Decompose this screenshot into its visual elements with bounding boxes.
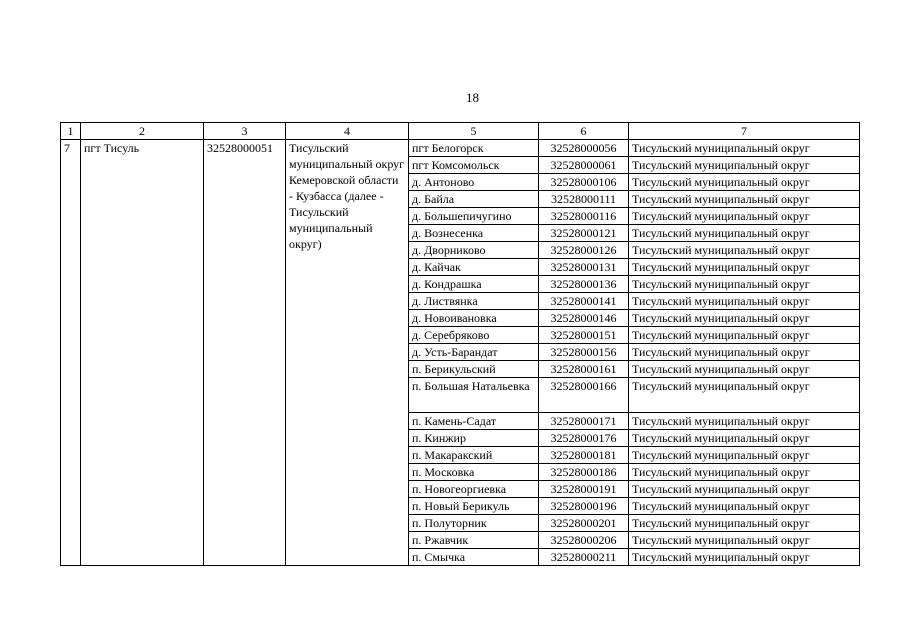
locality-code-cell: 32528000176 bbox=[539, 430, 629, 447]
locality-okrug-cell: Тисульский муниципальный округ bbox=[629, 225, 860, 242]
district-cell: Тисульский муниципальный округ Кемеровской области - Кузбасса (далее - Тисульский муниципальный округ) bbox=[286, 140, 409, 566]
locality-code-cell: 32528000131 bbox=[539, 259, 629, 276]
locality-name-cell: п. Большая Натальевка bbox=[409, 378, 539, 413]
locality-name-cell: д. Кайчак bbox=[409, 259, 539, 276]
locality-name-cell: п. Камень-Садат bbox=[409, 413, 539, 430]
locality-name-cell: пгт Комсомольск bbox=[409, 157, 539, 174]
locality-code-cell: 32528000211 bbox=[539, 549, 629, 566]
locality-code-cell: 32528000196 bbox=[539, 498, 629, 515]
locality-code-cell: 32528000111 bbox=[539, 191, 629, 208]
locality-code-cell: 32528000061 bbox=[539, 157, 629, 174]
locality-code-cell: 32528000171 bbox=[539, 413, 629, 430]
column-header: 7 bbox=[629, 123, 860, 140]
locality-name-cell: п. Полуторник bbox=[409, 515, 539, 532]
locality-name-cell: д. Байла bbox=[409, 191, 539, 208]
settlements-table bbox=[60, 122, 860, 566]
locality-okrug-cell: Тисульский муниципальный округ bbox=[629, 191, 860, 208]
column-header: 3 bbox=[204, 123, 286, 140]
locality-name-cell: д. Листвянка bbox=[409, 293, 539, 310]
locality-code-cell: 32528000141 bbox=[539, 293, 629, 310]
locality-okrug-cell: Тисульский муниципальный округ bbox=[629, 413, 860, 430]
locality-code-cell: 32528000201 bbox=[539, 515, 629, 532]
locality-code-cell: 32528000181 bbox=[539, 447, 629, 464]
column-header: 1 bbox=[61, 123, 81, 140]
code-cell: 32528000051 bbox=[204, 140, 286, 566]
settlement-cell: пгт Тисуль bbox=[81, 140, 204, 566]
page-number: 18 bbox=[466, 90, 479, 105]
locality-okrug-cell: Тисульский муниципальный округ bbox=[629, 310, 860, 327]
locality-name-cell: д. Кондрашка bbox=[409, 276, 539, 293]
column-header: 6 bbox=[539, 123, 629, 140]
column-header: 2 bbox=[81, 123, 204, 140]
locality-okrug-cell: Тисульский муниципальный округ bbox=[629, 140, 860, 157]
locality-code-cell: 32528000186 bbox=[539, 464, 629, 481]
locality-code-cell: 32528000136 bbox=[539, 276, 629, 293]
locality-code-cell: 32528000151 bbox=[539, 327, 629, 344]
locality-name-cell: п. Макаракский bbox=[409, 447, 539, 464]
locality-okrug-cell: Тисульский муниципальный округ bbox=[629, 174, 860, 191]
locality-name-cell: д. Дворниково bbox=[409, 242, 539, 259]
locality-okrug-cell: Тисульский муниципальный округ bbox=[629, 361, 860, 378]
locality-okrug-cell: Тисульский муниципальный округ bbox=[629, 447, 860, 464]
locality-name-cell: п. Ржавчик bbox=[409, 532, 539, 549]
locality-okrug-cell: Тисульский муниципальный округ bbox=[629, 430, 860, 447]
locality-code-cell: 32528000121 bbox=[539, 225, 629, 242]
locality-name-cell: пгт Белогорск bbox=[409, 140, 539, 157]
locality-name-cell: п. Новый Берикуль bbox=[409, 498, 539, 515]
locality-code-cell: 32528000156 bbox=[539, 344, 629, 361]
locality-code-cell: 32528000106 bbox=[539, 174, 629, 191]
locality-name-cell: д. Серебряково bbox=[409, 327, 539, 344]
locality-okrug-cell: Тисульский муниципальный округ bbox=[629, 378, 860, 413]
locality-okrug-cell: Тисульский муниципальный округ bbox=[629, 259, 860, 276]
locality-okrug-cell: Тисульский муниципальный округ bbox=[629, 208, 860, 225]
table-header-row bbox=[61, 123, 860, 140]
locality-code-cell: 32528000146 bbox=[539, 310, 629, 327]
column-header: 4 bbox=[286, 123, 409, 140]
row-number-cell: 7 bbox=[61, 140, 81, 566]
locality-okrug-cell: Тисульский муниципальный округ bbox=[629, 157, 860, 174]
locality-okrug-cell: Тисульский муниципальный округ bbox=[629, 549, 860, 566]
locality-name-cell: п. Кинжир bbox=[409, 430, 539, 447]
locality-code-cell: 32528000166 bbox=[539, 378, 629, 413]
locality-name-cell: п. Новогеоргиевка bbox=[409, 481, 539, 498]
locality-name-cell: д. Антоново bbox=[409, 174, 539, 191]
locality-okrug-cell: Тисульский муниципальный округ bbox=[629, 464, 860, 481]
column-header: 5 bbox=[409, 123, 539, 140]
locality-code-cell: 32528000116 bbox=[539, 208, 629, 225]
table-row bbox=[61, 140, 860, 157]
locality-code-cell: 32528000056 bbox=[539, 140, 629, 157]
locality-okrug-cell: Тисульский муниципальный округ bbox=[629, 498, 860, 515]
locality-code-cell: 32528000191 bbox=[539, 481, 629, 498]
locality-code-cell: 32528000206 bbox=[539, 532, 629, 549]
locality-name-cell: д. Вознесенка bbox=[409, 225, 539, 242]
locality-okrug-cell: Тисульский муниципальный округ bbox=[629, 515, 860, 532]
locality-name-cell: п. Берикульский bbox=[409, 361, 539, 378]
locality-name-cell: п. Смычка bbox=[409, 549, 539, 566]
locality-okrug-cell: Тисульский муниципальный округ bbox=[629, 327, 860, 344]
locality-okrug-cell: Тисульский муниципальный округ bbox=[629, 532, 860, 549]
locality-okrug-cell: Тисульский муниципальный округ bbox=[629, 344, 860, 361]
locality-name-cell: п. Московка bbox=[409, 464, 539, 481]
locality-name-cell: д. Усть-Барандат bbox=[409, 344, 539, 361]
locality-code-cell: 32528000161 bbox=[539, 361, 629, 378]
locality-name-cell: д. Новоивановка bbox=[409, 310, 539, 327]
locality-name-cell: д. Большепичугино bbox=[409, 208, 539, 225]
locality-code-cell: 32528000126 bbox=[539, 242, 629, 259]
locality-okrug-cell: Тисульский муниципальный округ bbox=[629, 481, 860, 498]
locality-okrug-cell: Тисульский муниципальный округ bbox=[629, 276, 860, 293]
locality-okrug-cell: Тисульский муниципальный округ bbox=[629, 242, 860, 259]
locality-okrug-cell: Тисульский муниципальный округ bbox=[629, 293, 860, 310]
